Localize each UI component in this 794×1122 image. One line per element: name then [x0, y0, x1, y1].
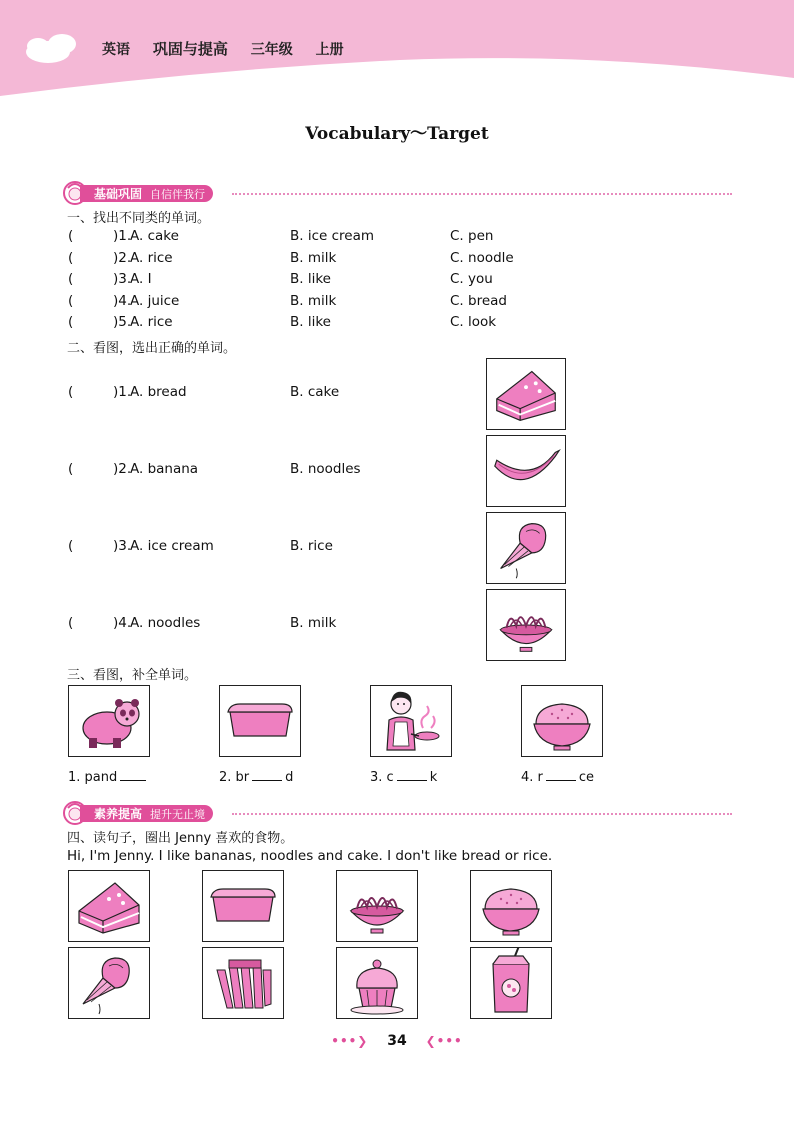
option-a: A. noodles: [130, 615, 201, 631]
question-number: )3.: [113, 271, 132, 287]
option-c: C. you: [450, 271, 493, 287]
header-volume: 上册: [315, 42, 344, 58]
fill-word: [219, 768, 293, 785]
option-a: A. banana: [130, 461, 199, 477]
option-c: C. bread: [450, 292, 507, 309]
section-subtitle: 自信伴我行: [150, 187, 206, 201]
question-number: )5.: [113, 314, 132, 330]
juice-icon: [471, 948, 551, 1018]
ice-cream-icon: [69, 948, 149, 1018]
fill-word: [521, 768, 594, 785]
option-b: B. milk: [290, 292, 337, 309]
picture-box: [68, 685, 150, 757]
word-suffix: d: [285, 770, 294, 785]
option-b: B. milk: [290, 615, 337, 631]
question-row: [68, 228, 688, 248]
question-row: [68, 250, 688, 270]
header-subject: 英语: [102, 42, 130, 58]
part3-heading: 三、看图，补全单词。: [67, 668, 198, 683]
answer-bracket-open[interactable]: (: [68, 384, 74, 400]
fill-word: [370, 768, 437, 785]
page-number-bar: [0, 1033, 794, 1049]
cake-icon: [69, 871, 149, 941]
option-a: A. I: [130, 271, 152, 287]
arrow-right-icon: •••❯: [331, 1034, 369, 1048]
option-a: A. cake: [130, 228, 179, 244]
option-b: B. ice cream: [290, 228, 375, 244]
part1-heading: 一、找出不同类的单词。: [67, 211, 211, 226]
page-number: 34: [387, 1033, 407, 1049]
question-row: [68, 384, 688, 404]
panda-icon: [69, 686, 149, 756]
dotted-divider: [232, 193, 732, 195]
word-suffix: k: [429, 770, 438, 785]
cake-icon: [487, 359, 565, 429]
food-choice[interactable]: [470, 870, 552, 942]
rice-icon: [522, 686, 602, 756]
header-series: 巩固与提高: [152, 40, 228, 58]
noodles-icon: [487, 590, 565, 660]
picture-box: [521, 685, 603, 757]
food-choice[interactable]: [68, 870, 150, 942]
food-choice[interactable]: [68, 947, 150, 1019]
option-a: A. rice: [130, 314, 173, 330]
option-c: C. pen: [450, 228, 494, 244]
option-c: C. look: [450, 314, 497, 330]
picture-box: [486, 435, 566, 507]
bananas-icon: [203, 948, 283, 1018]
blank-input[interactable]: [252, 768, 282, 781]
bread-icon: [203, 871, 283, 941]
question-row: [68, 314, 688, 334]
option-b: B. milk: [290, 249, 337, 266]
part4-sentence: Hi, I'm Jenny. I like bananas, noodles and cake. I don't like bread or rice.: [67, 848, 553, 864]
blank-input[interactable]: [546, 768, 576, 781]
answer-bracket-open[interactable]: (: [68, 461, 74, 477]
option-a: A. juice: [130, 292, 180, 309]
bread-icon: [220, 686, 300, 756]
option-a: A. bread: [130, 384, 187, 400]
word-prefix: 1. pand: [68, 770, 118, 785]
option-c: C. noodle: [450, 249, 514, 266]
picture-box: [370, 685, 452, 757]
question-row: [68, 271, 688, 291]
cupcake-icon: [337, 948, 417, 1018]
option-b: B. like: [290, 314, 331, 330]
question-number: )2.: [113, 461, 132, 477]
page-title: Vocabulary～Target: [305, 124, 489, 144]
word-prefix: 4. r: [521, 770, 543, 785]
food-choice[interactable]: [336, 870, 418, 942]
section-title: 基础巩固: [94, 187, 143, 201]
banana-icon: [487, 436, 565, 506]
option-b: B. like: [290, 271, 331, 287]
question-number: )1.: [113, 384, 132, 400]
picture-box: [486, 589, 566, 661]
answer-bracket-open[interactable]: (: [68, 228, 74, 244]
word-suffix: ce: [578, 770, 595, 785]
question-number: )4.: [113, 292, 132, 309]
answer-bracket-open[interactable]: (: [68, 271, 74, 287]
question-number: )1.: [113, 228, 132, 244]
cook-icon: [371, 686, 451, 756]
word-prefix: 2. br: [219, 770, 250, 785]
dotted-divider: [232, 813, 732, 815]
blank-input[interactable]: [397, 768, 427, 781]
section-subtitle: 提升无止境: [150, 807, 206, 821]
food-choice[interactable]: [202, 947, 284, 1019]
answer-bracket-open[interactable]: (: [68, 292, 74, 309]
answer-bracket-open[interactable]: (: [68, 615, 74, 631]
question-number: )2.: [113, 249, 132, 266]
noodles-icon: [337, 871, 417, 941]
part2-heading: 二、看图，选出正确的单词。: [67, 341, 237, 356]
picture-box: [486, 358, 566, 430]
answer-bracket-open[interactable]: (: [68, 314, 74, 330]
food-choice[interactable]: [202, 870, 284, 942]
question-number: )4.: [113, 615, 132, 631]
picture-box: [219, 685, 301, 757]
part4-heading: 四、读句子，圈出 Jenny 喜欢的食物。: [67, 831, 294, 846]
food-choice[interactable]: [470, 947, 552, 1019]
question-number: )3.: [113, 538, 132, 554]
ice-cream-icon: [487, 513, 565, 583]
fill-word: [68, 768, 149, 785]
option-a: A. rice: [130, 249, 173, 266]
question-row: [68, 293, 688, 313]
question-row: [68, 461, 688, 481]
option-b: B. noodles: [290, 461, 361, 477]
option-b: B. rice: [290, 538, 333, 554]
header-grade: 三年级: [250, 42, 293, 58]
section-banner-basic: [62, 180, 732, 206]
section-title: 素养提高: [94, 807, 143, 821]
question-row: [68, 538, 688, 558]
arrow-left-icon: ❮•••: [425, 1034, 463, 1048]
option-b: B. cake: [290, 384, 340, 400]
answer-bracket-open[interactable]: (: [68, 538, 74, 554]
question-row: [68, 615, 688, 635]
food-choice[interactable]: [336, 947, 418, 1019]
blank-input[interactable]: [120, 768, 146, 781]
header-info: [102, 38, 362, 59]
section-banner-advanced: [62, 800, 732, 826]
picture-box: [486, 512, 566, 584]
word-prefix: 3. c: [370, 770, 394, 785]
option-a: A. ice cream: [130, 538, 214, 554]
rice-icon: [471, 871, 551, 941]
answer-bracket-open[interactable]: (: [68, 249, 74, 266]
